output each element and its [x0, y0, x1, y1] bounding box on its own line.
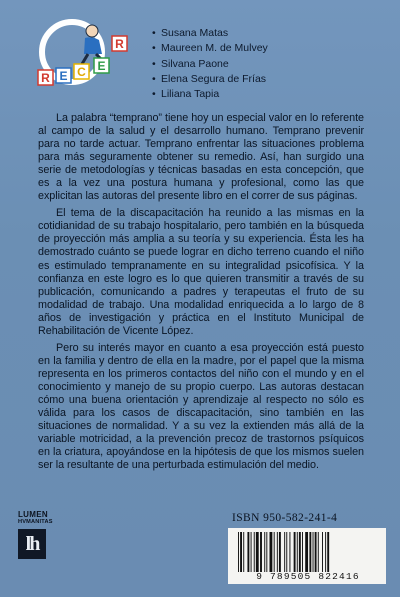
logo-block-e1	[56, 68, 71, 83]
author-item: • Liliana Tapia	[152, 87, 268, 102]
svg-text:E: E	[59, 69, 68, 83]
child-head-icon	[86, 25, 98, 37]
svg-text:C: C	[77, 65, 86, 79]
logo-block-c	[74, 64, 89, 79]
barcode-digits: 9 789505 822416	[256, 571, 360, 582]
author-item: • Silvana Paone	[152, 57, 268, 72]
svg-text:R: R	[41, 71, 50, 85]
logo-block-e2	[94, 58, 109, 73]
logo-block-r2	[112, 36, 127, 51]
svg-text:R: R	[115, 37, 124, 51]
recer-logo	[36, 18, 132, 94]
logo-block-r1	[38, 70, 53, 85]
author-item: • Susana Matas	[152, 26, 268, 41]
author-item: • Maureen M. de Mulvey	[152, 41, 268, 56]
publisher-mark-icon: lh	[18, 529, 46, 559]
author-item: • Elena Segura de Frías	[152, 72, 268, 87]
isbn-label: ISBN 950-582-241-4	[232, 512, 338, 524]
back-cover-blurb	[38, 112, 364, 476]
author-list	[152, 26, 268, 102]
publisher-name: LUMEN	[18, 510, 48, 519]
blurb-paragraph: El tema de la discapacitación ha reunido a las mismas en la cotidianidad de su trabajo hospitalario, pero también en la búsqueda de proyección más amplia a su teoría y su experiencia. Ésta les ha demostrado cuánto se puede lograr en dicho terreno cuando el niño es estimulado tempranamente en su integralidad psicofísica. Y la confianza en este logro es lo que quieren transmitir a través de su publicación, comunicando a padres y terapeutas el fruto de su modalidad de trabajo. Una modalidad enriquecida a lo largo de 8 años de investigación y práctica en el Instituto Municipal de Rehabilitación de Vicente López.	[38, 207, 364, 337]
barcode-icon	[236, 532, 382, 572]
blurb-paragraph: La palabra “temprano” tiene hoy un especial valor en lo referente al campo de la salud y el desarrollo humano. Temprano prevenir para no tarde actuar. Temprano enfrentar las situaciones problema para más seguramente obtener su remedio. Así, han surgido una serie de metodologías y técnicas basadas en esta concepción, que es a la vez una postura humana y profesional, como las que explicitan las autoras del presente libro en el correr de sus páginas.	[38, 112, 364, 203]
blurb-paragraph: Pero su interés mayor en cuanto a esa proyección está puesto en la familia y dentro de ella en la madre, por el papel que la misma representa en los primeros contactos del niño con el mundo y en el conocimiento y manejo de su propio cuerpo. Las autoras destacan cómo una buena orientación y aprendizaje al respecto no sólo es válida para los casos de discapacitación, sino también en las situaciones de normalidad. Y a su vez la extienden más allá de la variable motricidad, a la prevención precoz de trastornos psíquicos en la criatura, apoyándose en la hipótesis de que los mismos suelen ser la resultante de una perturbada estimulación del medio.	[38, 341, 364, 472]
publisher-subname: HVMANITAS	[18, 519, 53, 525]
svg-text:E: E	[97, 59, 106, 73]
publisher-logo	[18, 510, 62, 559]
barcode-box	[228, 528, 386, 584]
